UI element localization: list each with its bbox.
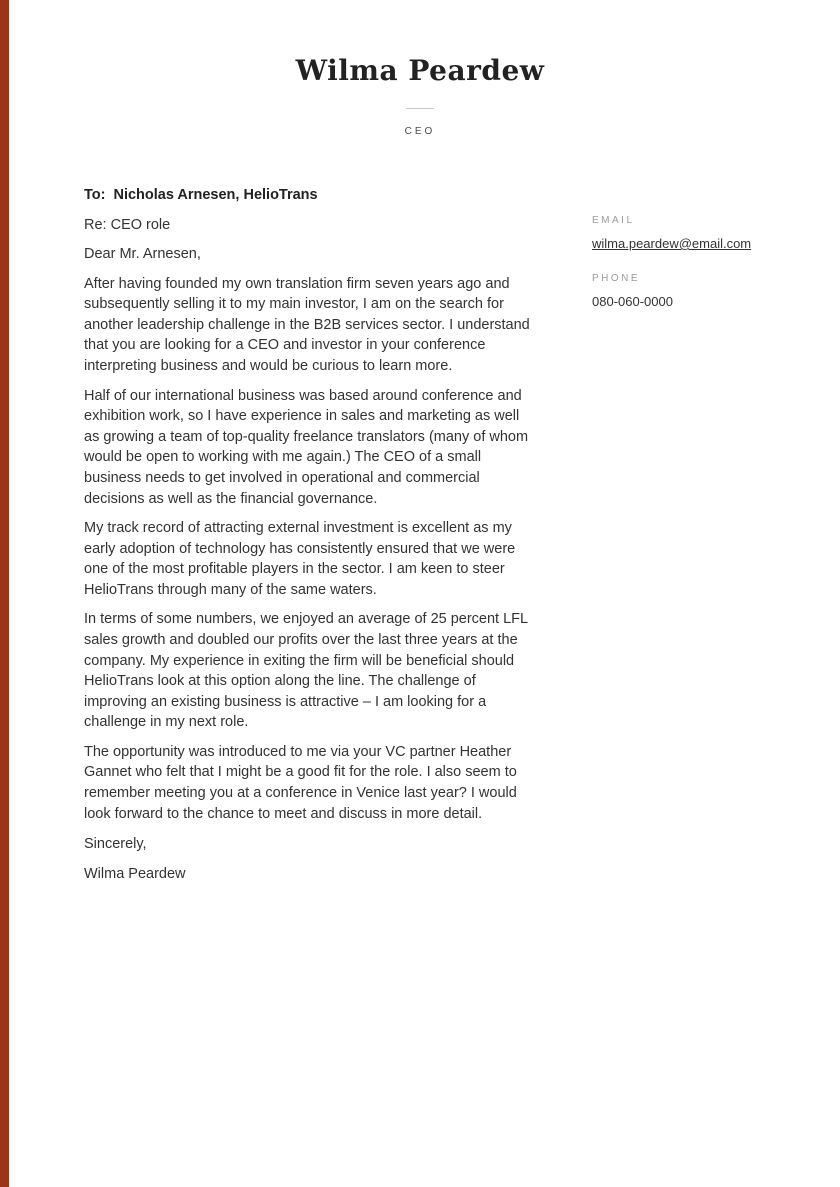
letter-paragraph: After having founded my own translation firm seven years ago and subsequently selling it to my main investor, I am on the search for another leadership challenge in the B2B services sector. I understand that you are looking for a CEO and investor in your conference interpreting business and would be curious to learn more. [84,275,530,375]
closing-line: Sincerely, [84,836,147,853]
letter-body [84,185,536,893]
phone-value: 080-060-0000 [592,294,673,309]
letter-paragraph: Half of our international business was based around conference and exhibition work, so I have experience in sales and marketing as well as growing a team of top-quality freelance translators (many of whom would be open to working with me again.) The CEO of a small business needs to get involved in operational and commercial decisions as well as the financial governance. [84,387,529,507]
letter-header [0,54,840,137]
letter-paragraph: In terms of some numbers, we enjoyed an average of 25 percent LFL sales growth and doubled our profits over the last three years at the company. My experience in exiting the firm will be beneficial should HelioTrans look at this option along the line. The challenge of improving an existing business is attractive – I am looking for a challenge in my next role. [84,611,528,731]
letter-paragraph: The opportunity was introduced to me via your VC partner Heather Gannet who felt that I might be a good fit for the role. I also seem to remember meeting you at a conference in Venice last year? I would look forward to the chance to meet and discuss in more detail. [84,743,517,822]
contact-sidebar [592,185,792,331]
to-label: To: [84,187,106,203]
email-link[interactable]: wilma.peardew@email.com [592,236,752,251]
to-recipient: Nicholas Arnesen, HelioTrans [113,187,318,203]
header-divider [406,108,434,109]
re-line: Re: CEO role [84,216,171,233]
role-subtitle: CEO [404,126,436,137]
left-accent-bar [0,0,9,1187]
page-title: Wilma Peardew [295,54,545,87]
letter-content [0,185,840,893]
signature-name: Wilma Peardew [84,865,186,882]
to-line [84,185,536,206]
phone-label: PHONE [592,273,641,284]
email-label: EMAIL [592,215,635,226]
salutation: Dear Mr. Arnesen, [84,246,201,263]
letter-paragraph: My track record of attracting external investment is excellent as my early adoption of technology has consistently ensured that we were one of the most profitable players in the sector. I am keen to steer HelioTrans through many of the same waters. [84,520,516,598]
